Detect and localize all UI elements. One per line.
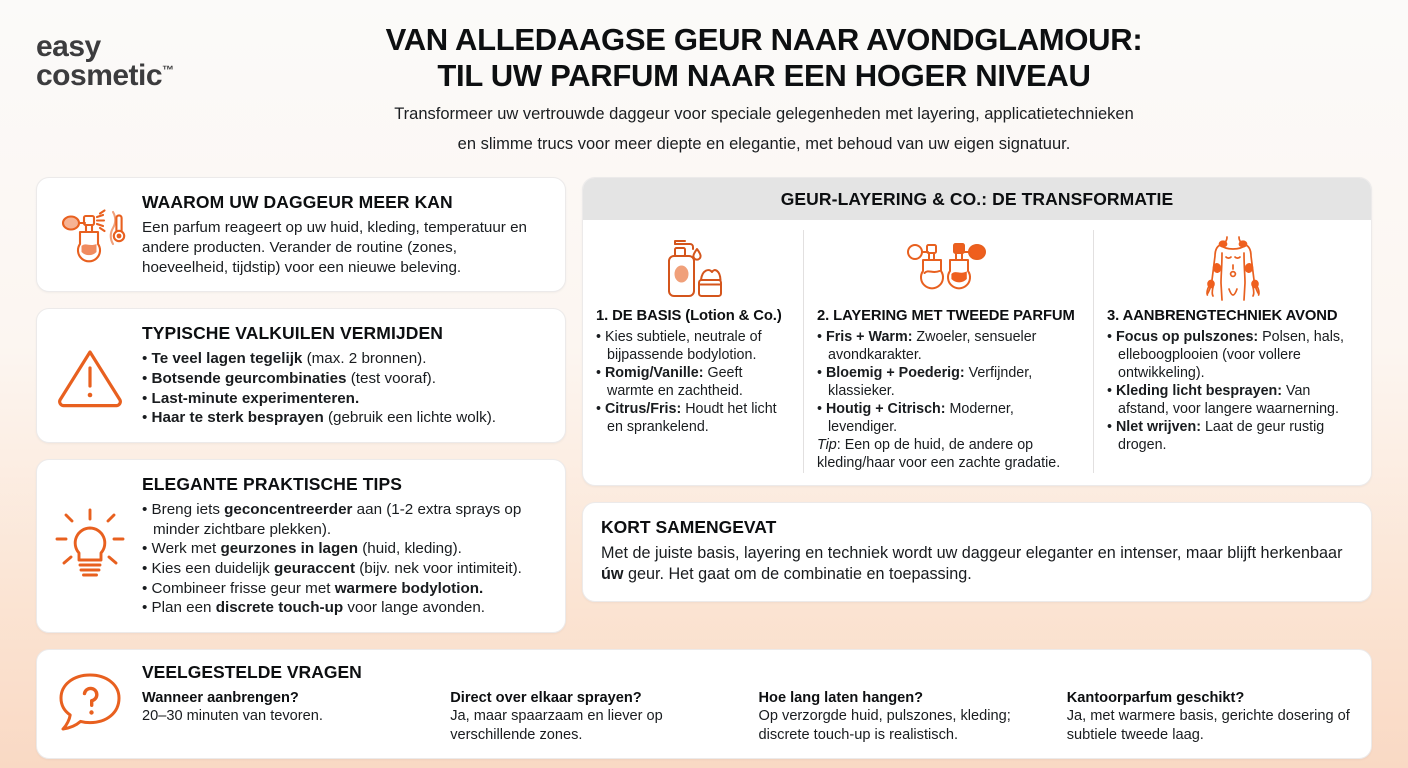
list-item-emphasis: Te veel lagen tegelijk <box>151 350 303 368</box>
list-item: • Last-minute experimenteren. <box>142 389 360 407</box>
list-item-emphasis: Citrus/Fris: <box>604 401 682 418</box>
perfume-atomizer-icon <box>51 198 129 272</box>
faq-item <box>142 689 428 744</box>
list-item-emphasis: geurzones in lagen <box>220 540 359 558</box>
column-title: 3. AANBRENGTECHNIEK AVOND <box>1107 308 1338 325</box>
card-title: WAAROM UW DAGGEUR MEER KAN <box>142 192 453 213</box>
faq-question: Hoe lang laten hangen? <box>758 690 924 707</box>
summary-pre: Met de juiste basis, layering en techniek wordt uw daggeur eleganter en intenser, maar blijft herkenbaar <box>601 543 1343 562</box>
page-subtitle-line2: en slimme trucs voor meer diepte en elegantie, met behoud van uw eigen signatuur. <box>457 135 1071 154</box>
card-title: TYPISCHE VALKUILEN VERMIJDEN <box>142 323 443 344</box>
faq-answer: 20–30 minuten van tevoren. <box>142 708 323 725</box>
list-item: • Kleding licht besprayen: Van afstand, voor langere waarnerning. <box>1107 383 1339 418</box>
list-item-text: Houdt het licht en sprankelend. <box>607 401 777 436</box>
faq-title: VEELGESTELDE VRAGEN <box>142 662 362 683</box>
list-item: • Houtig + Citrisch: Moderner, levendiger. <box>817 401 1014 436</box>
card-paragraph: Een parfum reageert op uw huid, kleding, temperatuur en andere producten. Verander de routine (zones, hoeveelheid, tijdstip) voor een nieuwe beleving. <box>142 219 527 276</box>
bullet-list <box>596 329 790 437</box>
warning-triangle-icon <box>51 342 129 410</box>
faq-item <box>1067 689 1353 744</box>
summary-paragraph <box>601 543 1353 585</box>
list-item-emphasis: Focus op pulszones: <box>1115 329 1259 346</box>
list-item: • Fris + Warm: Zwoeler, sensueler avondkarakter. <box>817 329 1037 364</box>
tip-text: : Een op de huid, de andere op kleding/haar voor een zachte gradatie. <box>817 437 1061 471</box>
list-item: • Botsende geurcombinaties (test vooraf). <box>142 369 436 387</box>
brand-name-text: cosmetic <box>36 59 163 93</box>
card-body <box>142 323 547 428</box>
list-item-text: (test vooraf). <box>346 369 436 387</box>
list-item-emphasis: geconcentreerder <box>224 500 353 518</box>
list-item: • Te veel lagen tegelijk (max. 2 bronnen). <box>142 350 427 368</box>
panel-geur-layering <box>582 177 1372 486</box>
faq-item <box>450 689 736 744</box>
list-item-text: Geeft warmte en zachtheid. <box>607 365 743 400</box>
list-item-emphasis: Houtig + Citrisch: <box>825 401 946 418</box>
panel-heading: GEUR-LAYERING & CO.: DE TRANSFORMATIE <box>583 178 1371 220</box>
list-item: • Kies subtiele, neutrale of bijpassende bodylotion. <box>596 329 762 364</box>
panel-column-de-basis <box>583 230 803 473</box>
list-item-emphasis: Fris + Warm: <box>825 329 913 346</box>
card-body <box>142 192 547 277</box>
list-item: • Plan een discrete touch-up voor lange avonden. <box>142 599 485 617</box>
brand-name-line2 <box>36 59 174 93</box>
body-pulse-points-icon <box>1107 230 1358 304</box>
lightbulb-icon <box>51 506 129 586</box>
page-header <box>0 0 1408 156</box>
card-body <box>142 474 547 618</box>
faq-question: Wanneer aanbrengen? <box>142 690 299 707</box>
card-typische-valkuilen <box>36 308 566 443</box>
main-content-grid <box>0 177 1408 633</box>
faq-answer: Ja, maar spaarzaam en liever op verschillende zones. <box>450 708 663 743</box>
faq-answer: Ja, met warmere basis, gerichte dosering of subtiele tweede laag. <box>1066 708 1350 743</box>
list-item-text: Polsen, hals, elleboogplooien (voor vollere ontwikkeling). <box>1118 329 1345 382</box>
list-item: • Focus op pulszones: Polsen, hals, elleboogplooien (voor vollere ontwikkeling). <box>1107 329 1345 382</box>
list-item-text: Van afstand, voor langere waarnerning. <box>1118 383 1339 418</box>
brand-logo <box>36 22 306 91</box>
list-item-emphasis: Romig/Vanille: <box>604 365 704 382</box>
lotion-bottle-icon <box>596 230 790 304</box>
summary-bold: úw <box>601 564 624 583</box>
faq-grid <box>142 689 1353 744</box>
card-kort-samengevat <box>582 502 1372 602</box>
list-item: • Kies een duidelijk geuraccent (bijv. nek voor intimiteit). <box>142 560 522 578</box>
column-title: 1. DE BASIS (Lotion & Co.) <box>596 308 782 325</box>
left-column <box>36 177 566 633</box>
two-perfume-bottles-icon <box>817 230 1080 304</box>
bullet-list <box>1107 329 1358 455</box>
faq-body <box>142 662 1353 744</box>
trademark-mark: ™ <box>162 63 174 78</box>
list-item-emphasis: Haar te sterk besprayen <box>151 409 324 427</box>
list-item: • Breng iets geconcentreerder aan (1-2 extra sprays op minder zichtbare plekken). <box>142 500 522 538</box>
header-text-block <box>306 22 1372 156</box>
panel-column-aanbrengtechniek <box>1093 230 1371 473</box>
list-item-emphasis: discrete touch-up <box>215 599 344 617</box>
card-veelgestelde-vragen <box>36 649 1372 759</box>
bullet-list <box>817 329 1080 437</box>
list-item-text: (max. 2 bronnen). <box>302 350 427 368</box>
list-item-text: (bijv. nek voor intimiteit). <box>355 560 522 578</box>
list-item-emphasis: geuraccent <box>273 560 356 578</box>
list-item: • Citrus/Fris: Houdt het licht en sprankelend. <box>596 401 777 436</box>
page-title-line2: TIL UW PARFUM NAAR EEN HOGER NIVEAU <box>437 58 1091 94</box>
page-subtitle-line1: Transformeer uw vertrouwde daggeur voor speciale gelegenheden met layering, applicatietechnieken <box>394 104 1134 123</box>
page-title-line1: VAN ALLEDAAGSE GEUR NAAR AVONDGLAMOUR: <box>385 22 1143 57</box>
card-waarom-uw-daggeur <box>36 177 566 292</box>
list-item: • Werk met geurzones in lagen (huid, kleding). <box>142 540 462 558</box>
list-item-text: voor lange avonden. <box>343 599 485 617</box>
list-item: • Haar te sterk besprayen (gebruik een lichte wolk). <box>142 409 496 427</box>
list-item-text: Laat de geur rustig drogen. <box>1118 419 1325 454</box>
list-item: • Romig/Vanille: Geeft warmte en zachtheid. <box>596 365 743 400</box>
panel-columns <box>583 220 1371 485</box>
list-item-text: Moderner, levendiger. <box>828 401 1014 436</box>
faq-answer: Op verzorgde huid, pulszones, kleding; discrete touch-up is realistisch. <box>758 708 1011 743</box>
list-item: • Combineer frisse geur met warmere bodylotion. <box>142 579 484 597</box>
faq-item <box>759 689 1045 744</box>
bullet-list <box>142 349 547 428</box>
brand-name-line1: easy <box>36 30 101 63</box>
list-item-text: Verfijnder, klassieker. <box>828 365 1033 400</box>
bullet-list <box>142 500 547 618</box>
list-item-emphasis: Botsende geurcombinaties <box>151 369 347 387</box>
column-title: 2. LAYERING MET TWEEDE PARFUM <box>817 308 1075 325</box>
list-item-emphasis: Bloemig + Poederig: <box>825 365 965 382</box>
list-item-emphasis: warmere bodylotion. <box>334 579 484 597</box>
card-title: ELEGANTE PRAKTISCHE TIPS <box>142 473 403 494</box>
list-item-text: Zwoeler, sensueler avondkarakter. <box>828 329 1037 364</box>
list-item-text: aan (1-2 extra sprays op minder zichtbare plekken). <box>153 500 522 538</box>
list-item-emphasis: Kleding licht besprayen: <box>1115 383 1283 400</box>
column-tip <box>817 437 1080 473</box>
list-item-text: Kies subtiele, neutrale of bijpassende bodylotion. <box>604 329 762 364</box>
tip-label: Tip <box>817 437 837 454</box>
list-item-text: (gebruik een lichte wolk). <box>323 409 496 427</box>
faq-question: Direct over elkaar sprayen? <box>450 690 642 707</box>
question-bubble-icon <box>51 669 129 737</box>
right-column <box>582 177 1372 633</box>
faq-question: Kantoorparfum geschikt? <box>1066 690 1245 707</box>
panel-column-layering <box>803 230 1093 473</box>
summary-title: KORT SAMENGEVAT <box>601 516 777 537</box>
list-item-emphasis: Last-minute experimenteren. <box>151 389 360 407</box>
list-item: • Bloemig + Poederig: Verfijnder, klassieker. <box>817 365 1033 400</box>
summary-post: geur. Het gaat om de combinatie en toepassing. <box>623 564 972 583</box>
list-item: • Nlet wrijven: Laat de geur rustig drogen. <box>1107 419 1325 454</box>
list-item-emphasis: Nlet wrijven: <box>1115 419 1201 436</box>
list-item-text: (huid, kleding). <box>358 540 462 558</box>
card-elegante-tips <box>36 459 566 633</box>
